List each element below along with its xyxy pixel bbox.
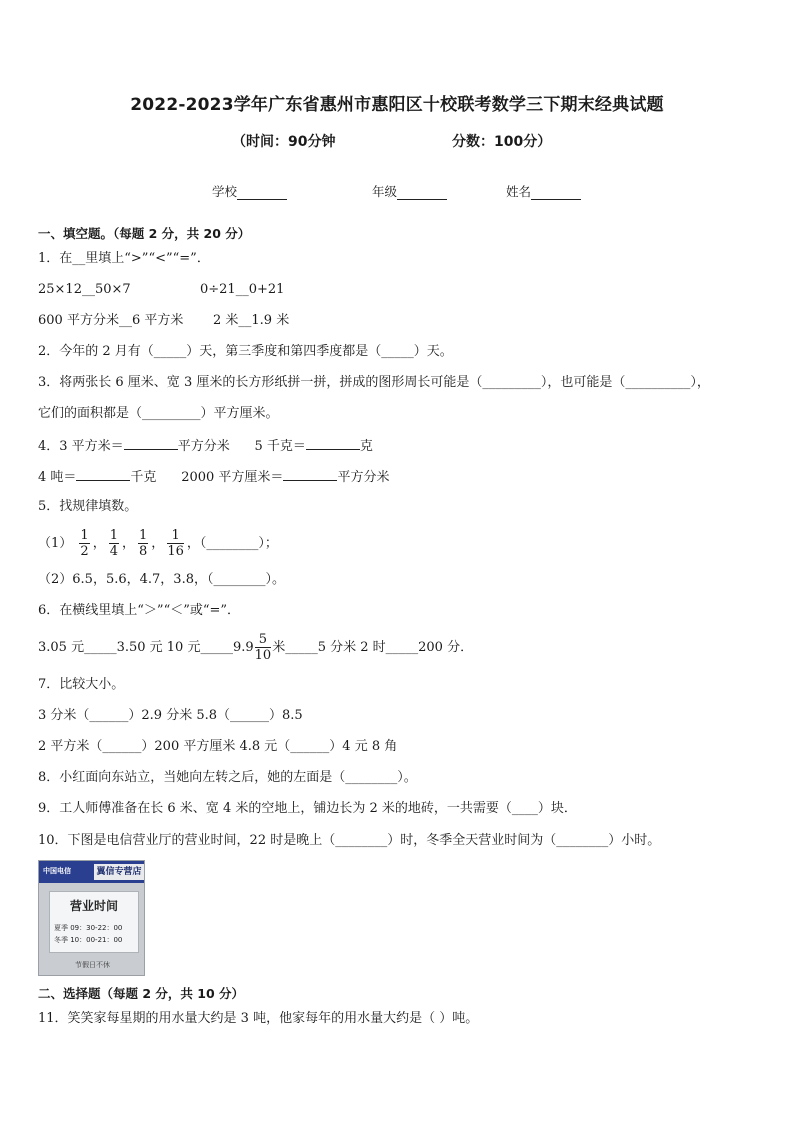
shop-name: 翼信专营店 [94, 864, 144, 880]
fraction-denominator: 8 [139, 544, 148, 559]
section-fill-in: 一、填空题。（每题 2 分，共 20 分） [38, 226, 251, 241]
question-1b: 0÷21__0+21 [200, 282, 285, 297]
question-7b: 2 平方米（______）200 平方厘米 4.8 元（______）4 元 8 角 [38, 739, 398, 754]
score-label: 分数：100分） [452, 134, 552, 150]
section-choice: 二、选择题（每题 2 分，共 10 分） [38, 986, 245, 1001]
q4b-blank-2[interactable] [283, 468, 337, 481]
question-1d: 2 米__1.9 米 [213, 313, 290, 328]
hours-title: 营业时间 [69, 899, 118, 913]
question-10: 10．下图是电信营业厅的营业时间，22 时是晚上（________）时，冬季全天营业时间为（________）小时。 [38, 833, 661, 848]
fraction [109, 528, 119, 559]
fraction-denominator: 16 [167, 544, 184, 559]
q6-text-b: 米_____5 分米 2 时_____200 分． [272, 640, 474, 655]
fraction [255, 632, 272, 663]
q4a-text-1: 4．3 平方米＝ [38, 439, 124, 454]
q4a-text-2: 平方分米 [177, 439, 230, 454]
question-7: 7．比较大小。 [38, 677, 125, 692]
fraction [138, 528, 148, 559]
fraction-numerator: 5 [255, 632, 272, 648]
q4a-blank-2[interactable] [306, 437, 360, 450]
question-1c: 600 平方分米__6 平方米 [38, 313, 184, 328]
question-5: 5．找规律填数。 [38, 499, 138, 514]
name-field [506, 182, 581, 200]
summer-hours: 夏季 09：30-22：00 [54, 924, 123, 932]
q4b-text-1: 4 吨＝ [38, 470, 77, 485]
telecom-logo: 中国电信 [43, 867, 71, 875]
question-4b [38, 468, 389, 486]
q4a-text-4: 克 [359, 439, 373, 454]
fraction-numerator: 1 [139, 528, 148, 543]
q4b-text-2: 千克 [130, 470, 157, 485]
school-blank[interactable] [237, 187, 287, 200]
fraction-denominator: 2 [80, 544, 89, 559]
school-field [212, 182, 287, 200]
question-4a [38, 437, 373, 455]
business-hours-photo [38, 860, 145, 976]
question-6-items [38, 632, 473, 663]
question-5-1: （1） $\frac{1}{2}$ ， $\frac{1}{4}$ ， $\frac{1}{8}$ ， $\frac{1}{16}$ ，（________）； [38, 528, 278, 559]
q4b-text-3: 2000 平方厘米＝ [181, 470, 284, 485]
name-label: 姓名 [506, 184, 532, 199]
grade-blank[interactable] [397, 187, 447, 200]
hours-panel [49, 891, 139, 953]
grade-field [372, 182, 447, 200]
school-label: 学校 [212, 184, 238, 199]
time-label: （时间：90分钟 [232, 134, 336, 150]
page-title: 2022-2023学年广东省惠州市惠阳区十校联考数学三下期末经典试题 [130, 95, 664, 115]
fraction-denominator: 4 [109, 544, 118, 559]
question-3: 3．将两张长 6 厘米、宽 3 厘米的长方形纸拼一拼，拼成的图形周长可能是（_________），也可能是（__________）， [38, 375, 710, 390]
question-1: 1．在__里填上“>”“<”“=”． [38, 251, 210, 266]
holiday-note: 节假日不休 [75, 961, 110, 969]
question-6: 6．在横线里填上“＞”“＜”或“=”． [38, 603, 241, 618]
fraction-numerator: 1 [109, 528, 118, 543]
grade-label: 年级 [372, 184, 398, 199]
question-2: 2．今年的 2 月有（_____）天，第三季度和第四季度都是（_____）天。 [38, 344, 453, 359]
question-3-cont: 它们的面积都是（_________）平方厘米。 [38, 406, 279, 421]
q4a-text-3: 5 千克＝ [254, 439, 306, 454]
q5-1-tail: ，（________）； [186, 536, 278, 551]
name-blank[interactable] [531, 187, 581, 200]
fraction-numerator: 1 [80, 528, 89, 543]
fraction [79, 528, 89, 559]
question-1a: 25×12__50×7 [38, 282, 131, 297]
q4b-blank-1[interactable] [76, 468, 130, 481]
question-9: 9．工人师傅准备在长 6 米、宽 4 米的空地上，铺边长为 2 米的地砖，一共需要（____）块． [38, 801, 577, 816]
q5-1-label: （1） [38, 536, 73, 551]
winter-hours: 冬季 10：00-21：00 [54, 936, 123, 944]
question-5-2: （2）6.5，5.6，4.7，3.8，（________）。 [38, 572, 285, 587]
fraction-denominator: 10 [254, 648, 272, 663]
fraction-numerator: 1 [167, 528, 184, 544]
q4a-blank-1[interactable] [124, 437, 178, 450]
question-11: 11．笑笑家每星期的用水量大约是 3 吨，他家每年的用水量大约是（ ）吨。 [38, 1011, 479, 1026]
question-8: 8．小红面向东站立，当她向左转之后，她的左面是（________）。 [38, 770, 417, 785]
q6-text-a: 3.05 元_____3.50 元 10 元_____9.9 [38, 640, 254, 655]
fraction [167, 528, 184, 559]
question-7a: 3 分米（______）2.9 分米 5.8（______）8.5 [38, 708, 303, 723]
q4b-text-4: 平方分米 [337, 470, 390, 485]
